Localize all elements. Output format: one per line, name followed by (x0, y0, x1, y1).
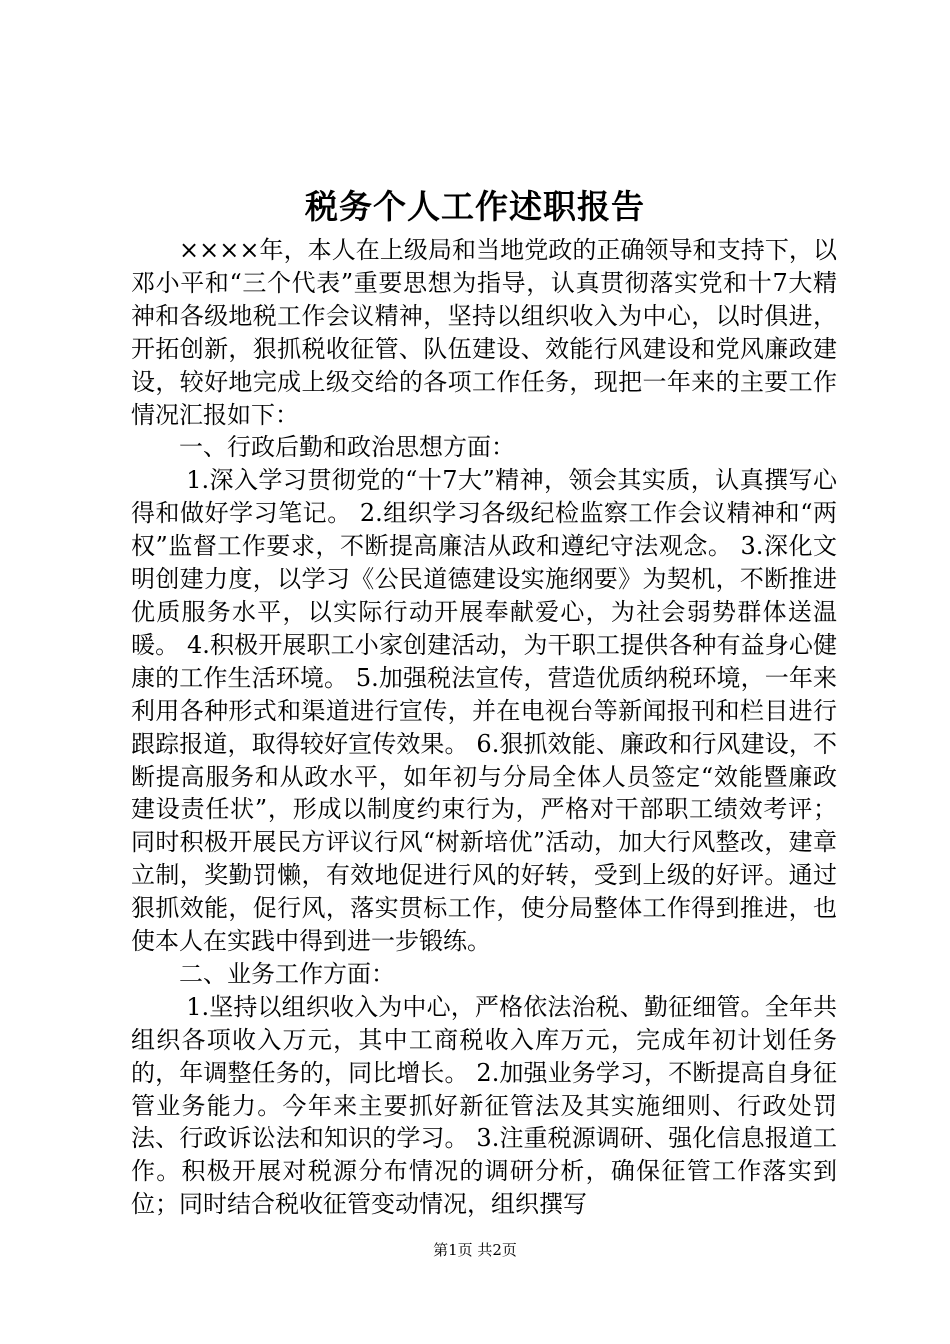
business-items-paragraph: 1.坚持以组织收入为中心，严格依法治税、勤征细管。全年共组织各项收入万元，其中工商税收入库万元，完成年初计划任务的，年调整任务的，同比增长。 2.加强业务学习，不断提高自身征管业务能力。今年来主要抓好新征管法及其实施细则、行政处罚法、行政诉讼法和知识的学习。 3.注重税源调研、强化信息报道工作。积极开展对税源分布情况的调研分析，确保征管工作落实到位；同时结合税收征管变动情况，组织撰写 (131, 992, 837, 1219)
admin-items-paragraph: 1.深入学习贯彻党的“十7大”精神，领会其实质，认真撰写心得和做好学习笔记。 2.组织学习各级纪检监察工作会议精神和“两权”监督工作要求，不断提高廉洁从政和遵纪守法观念。 3.深化文明创建力度，以学习《公民道德建设实施纲要》为契机，不断推进优质服务水平，以实际行动开展奉献爱心，为社会弱势群体送温暖。 4.积极开展职工小家创建活动，为干职工提供各种有益身心健康的工作生活环境。 5.加强税法宣传，营造优质纳税环境，一年来利用各种形式和渠道进行宣传，并在电视台等新闻报刊和栏目进行跟踪报道，取得较好宣传效果。 6.狠抓效能、廉政和行风建设，不断提高服务和从政水平，如年初与分局全体人员签定“效能暨廉政建设责任状”，形成以制度约束行为，严格对干部职工绩效考评；同时积极开展民方评议行风“树新培优”活动，加大行风整改，建章立制，奖勤罚懒，有效地促进行风的好转，受到上级的好评。通过狠抓效能，促行风，落实贯标工作，使分局整体工作得到推进，也使本人在实践中得到进一步锻练。 (131, 466, 837, 956)
section-heading-admin: 一、行政后勤和政治思想方面： (179, 433, 515, 462)
intro-paragraph: ××××年，本人在上级局和当地党政的正确领导和支持下，以邓小平和“三个代表”重要思想为指导，认真贯彻落实党和十7大精神和各级地税工作会议精神，坚持以组织收入为中心，以时俱进，开拓创新，狠抓税收征管、队伍建设、效能行风建设和党风廉政建设，较好地完成上级交给的各项工作任务，现把一年来的主要工作情况汇报如下： (131, 236, 837, 429)
section-heading-business: 二、业务工作方面： (179, 959, 395, 988)
document-body (131, 234, 837, 1221)
page-footer: 第1页 共2页 (433, 1241, 517, 1259)
document-title: 税务个人工作述职报告 (305, 187, 645, 226)
